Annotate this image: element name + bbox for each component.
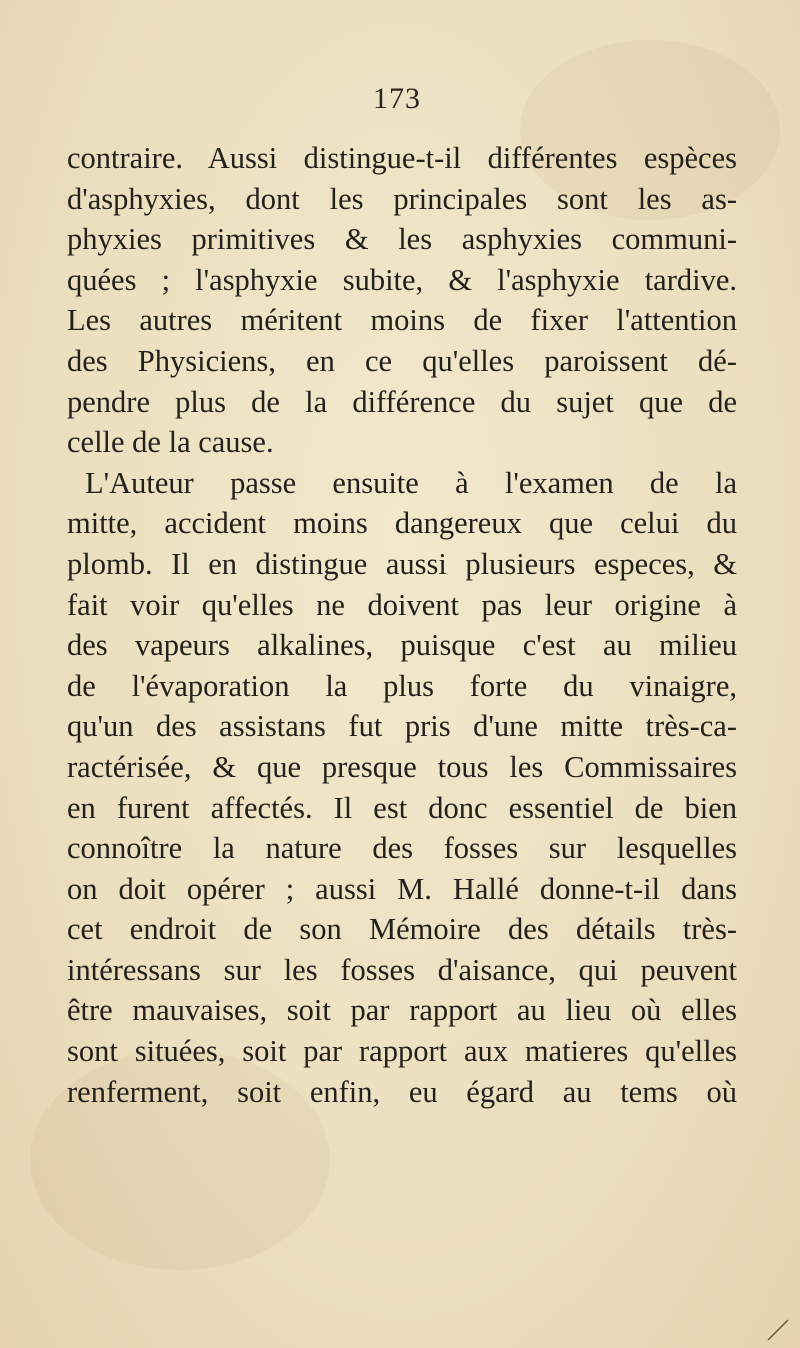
text-line: celle de la cause. [67, 425, 274, 460]
text-line: des Physiciens, en ce qu'elles paroissent dé- [67, 343, 737, 378]
text-line: mitte, accident moins dangereux que celui du [67, 506, 737, 541]
text-line: on doit opérer ; aussi M. Hallé donne-t-il dans [67, 871, 737, 906]
text-line: en furent affectés. Il est donc essentiel de bien [67, 790, 737, 825]
text-line: intéressans sur les fosses d'aisance, qui peuvent [67, 952, 737, 987]
text-line: sont situées, soit par rapport aux matieres qu'elles [67, 1034, 737, 1069]
text-line: connoître la nature des fosses sur lesquelles [67, 831, 737, 866]
text-line: des vapeurs alkalines, puisque c'est au milieu [67, 628, 737, 663]
text-line: contraire. Aussi distingue-t-il différentes espèces [67, 141, 737, 175]
text-line: Les autres méritent moins de fixer l'attention [67, 303, 737, 338]
text-line: d'asphyxies, dont les principales sont les as- [67, 181, 737, 216]
text-line: pendre plus de la différence du sujet que de [67, 384, 737, 419]
text-line: de l'évaporation la plus forte du vinaigre, [67, 668, 737, 703]
text-line: être mauvaises, soit par rapport au lieu où elles [67, 993, 737, 1028]
text-line: qu'un des assistans fut pris d'une mitte très-ca- [67, 709, 737, 744]
text-line: phyxies primitives & les asphyxies communi- [67, 222, 737, 257]
page-number: 173 [373, 82, 421, 115]
text-line: L'Auteur passe ensuite à l'examen de la [85, 465, 737, 500]
text-line: ractérisée, & que presque tous les Commissaires [67, 749, 737, 784]
text-line: quées ; l'asphyxie subite, & l'asphyxie tardive. [67, 262, 737, 297]
text-line: plomb. Il en distingue aussi plusieurs especes, & [67, 546, 737, 581]
page-text [67, 138, 737, 1112]
corner-mark-icon [766, 1318, 790, 1342]
text-line: cet endroit de son Mémoire des détails très- [67, 912, 737, 947]
text-line: renferment, soit enfin, eu égard au tems où [67, 1074, 737, 1109]
text-line: fait voir qu'elles ne doivent pas leur origine à [67, 587, 737, 622]
